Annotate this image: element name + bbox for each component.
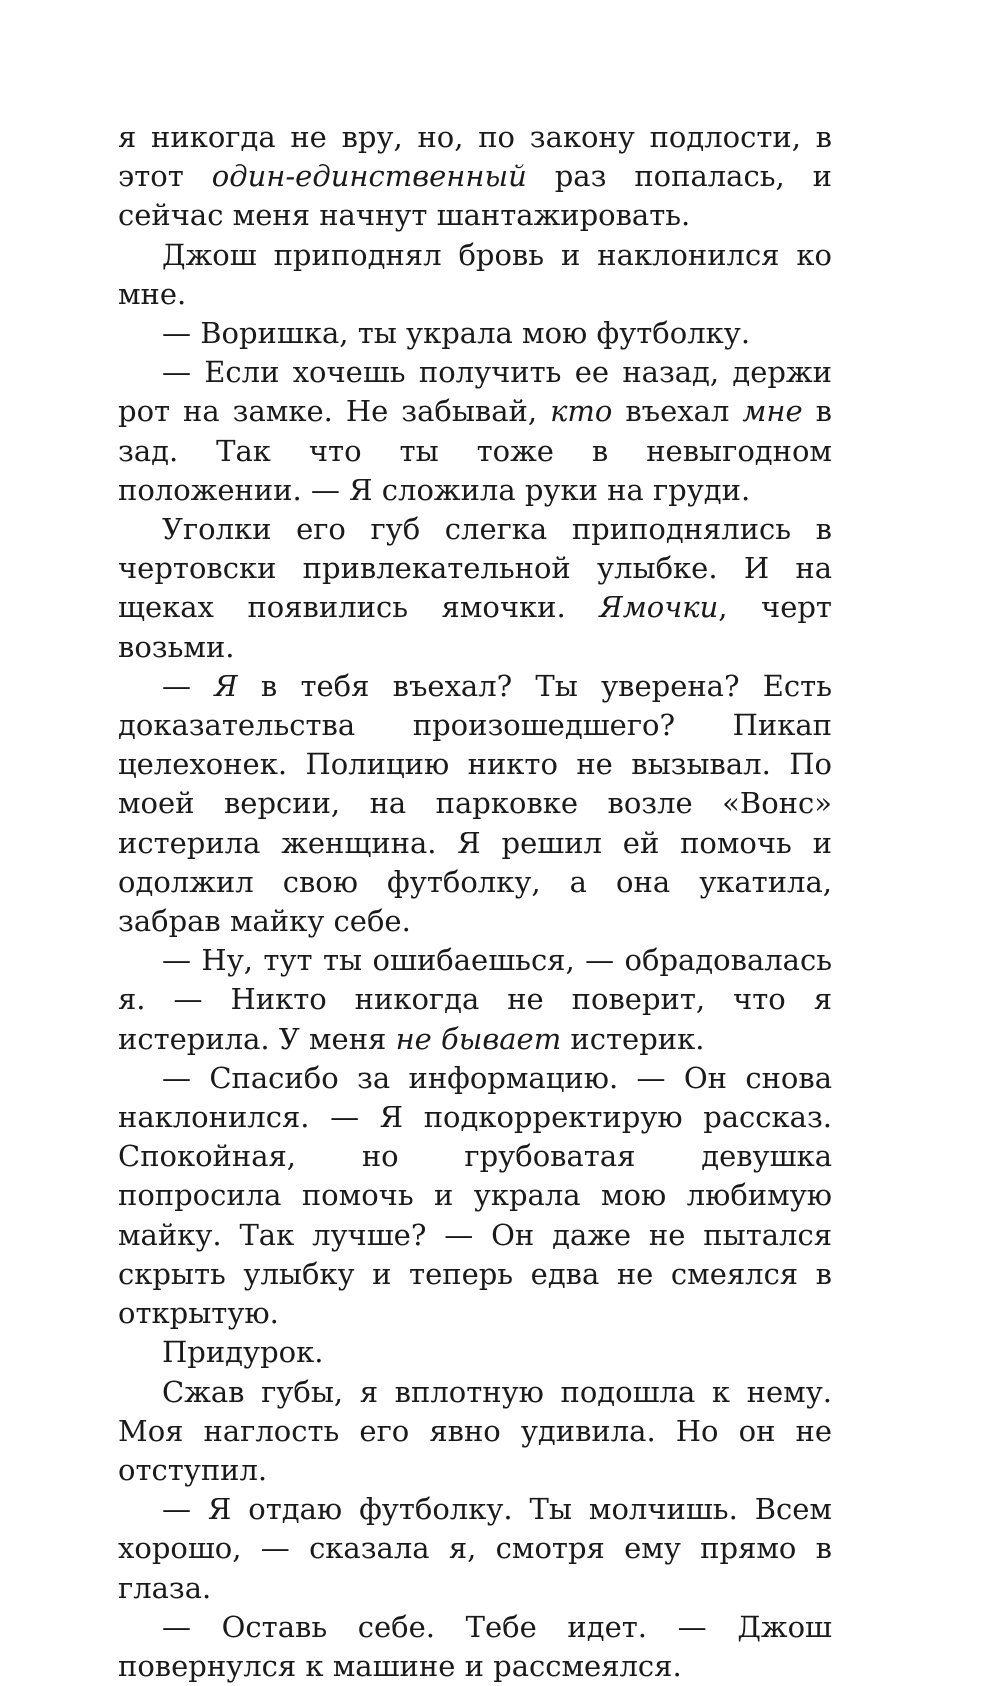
text-run: — Спасибо за информацию. — Он снова наклонился. — Я подкорректирую рассказ. Спокойная, но грубоватая девушка попросила помочь и украла мою любимую майку. Так лучше? — Он даже не пытался скрыть улыбку и теперь едва не смеялся в открытую. (118, 1060, 832, 1331)
text-run: раз попалась, и сейчас меня начнут шантажировать. (118, 159, 832, 233)
text-run: Джош приподнял бровь и наклонился ко мне. (118, 237, 832, 311)
text-run: в тебя въехал? Ты уверена? Есть доказательства произошедшего? Пикап целехонек. Полицию никто не вызывал. По моей версии, на парковке возле «Вонс» истерила женщина. Я решил ей помочь и одолжил свою футболку, а она укатила, забрав майку себе. (118, 668, 832, 939)
text-run: — Если хочешь получить ее назад, держи рот на замке. Не забывай, (118, 355, 832, 429)
paragraph (118, 1373, 832, 1491)
text-run: Придурок. (162, 1335, 324, 1370)
paragraph (118, 1333, 832, 1372)
paragraph (118, 118, 832, 236)
text-run: въехал (612, 394, 743, 429)
paragraph (118, 510, 832, 667)
text-run: — Воришка, ты украла мою футболку. (162, 316, 751, 351)
italic-run: Ямочки (599, 590, 719, 625)
text-run: истерик. (561, 1021, 705, 1056)
paragraph (118, 1490, 832, 1608)
text-run: , черт возьми. (118, 590, 832, 664)
italic-run: один-единственный (211, 159, 527, 194)
text-run: — Оставь себе. Тебе идет. — Джош повернулся к машине и рассмеялся. (118, 1609, 832, 1683)
paragraph (118, 1059, 832, 1333)
paragraph (118, 236, 832, 314)
italic-run: кто (550, 394, 613, 429)
book-page-text (118, 118, 832, 1686)
paragraph (118, 1608, 832, 1686)
text-run: — Ну, тут ты ошибаешься, — обрадовалась я. — Никто никогда не поверит, что я истерила. У меня (118, 943, 832, 1056)
paragraph (118, 941, 832, 1059)
text-run: в зад. Так что ты тоже в невыгодном положении. — Я сложила руки на груди. (118, 394, 832, 507)
italic-run: Я (214, 668, 238, 703)
italic-run: мне (742, 394, 803, 429)
paragraph (118, 314, 832, 353)
paragraph (118, 353, 832, 510)
text-run: — (162, 668, 215, 703)
text-run: — Я отдаю футболку. Ты молчишь. Всем хорошо, — сказала я, смотря ему прямо в глаза. (118, 1492, 832, 1605)
paragraph (118, 667, 832, 941)
italic-run: не бывает (395, 1021, 562, 1056)
text-run: Уголки его губ слегка приподнялись в чертовски привлекательной улыбке. И на щеках появились ямочки. (118, 512, 832, 625)
text-run: Сжав губы, я вплотную подошла к нему. Моя наглость его явно удивила. Но он не отступил. (118, 1374, 832, 1487)
text-run: я никогда не вру, но, по закону подлости, в этот (118, 120, 832, 194)
